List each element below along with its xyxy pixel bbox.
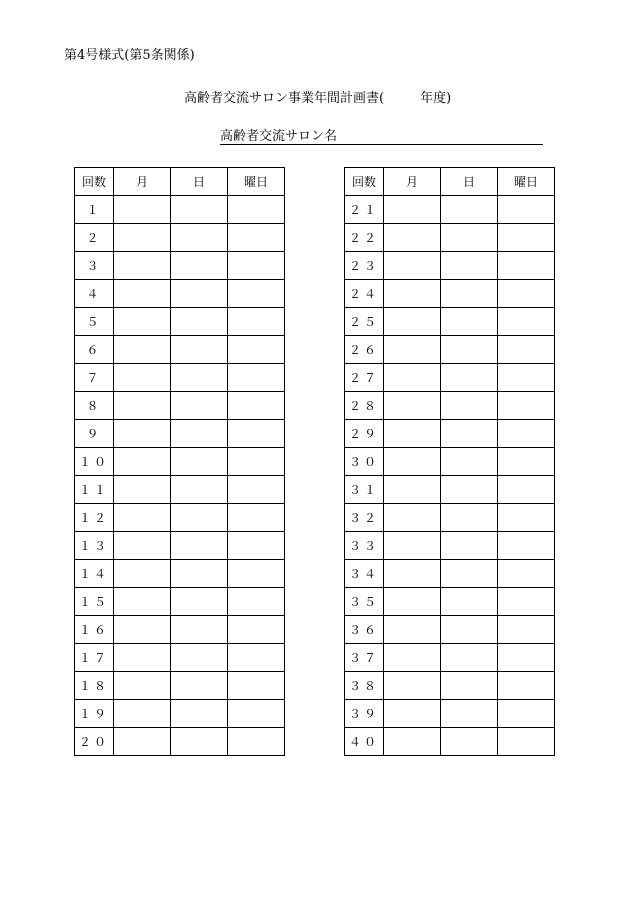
day-cell[interactable]	[171, 224, 228, 252]
table-row	[75, 364, 285, 392]
schedule-body-right	[345, 196, 555, 756]
day-cell[interactable]	[441, 644, 498, 672]
weekday-cell[interactable]	[498, 476, 555, 504]
weekday-cell[interactable]	[228, 196, 285, 224]
header-count: 回数	[75, 168, 114, 196]
month-cell[interactable]	[114, 392, 171, 420]
month-cell[interactable]	[384, 728, 441, 756]
count-cell: １８	[75, 672, 114, 700]
month-cell[interactable]	[384, 616, 441, 644]
month-cell[interactable]	[114, 672, 171, 700]
day-cell[interactable]	[441, 224, 498, 252]
document-title	[184, 91, 451, 107]
table-row	[345, 392, 555, 420]
day-cell[interactable]	[171, 420, 228, 448]
count-cell: ９	[75, 420, 114, 448]
count-cell: ２４	[345, 280, 384, 308]
count-cell: １９	[75, 700, 114, 728]
day-cell[interactable]	[171, 616, 228, 644]
weekday-cell[interactable]	[498, 336, 555, 364]
header-count: 回数	[345, 168, 384, 196]
month-cell[interactable]	[384, 336, 441, 364]
table-row	[345, 196, 555, 224]
month-cell[interactable]	[384, 588, 441, 616]
header-month: 月	[114, 168, 171, 196]
table-row	[75, 392, 285, 420]
count-cell: ３６	[345, 616, 384, 644]
month-cell[interactable]	[114, 504, 171, 532]
weekday-cell[interactable]	[498, 616, 555, 644]
count-cell: ２	[75, 224, 114, 252]
month-cell[interactable]	[114, 616, 171, 644]
table-row	[75, 420, 285, 448]
table-row	[345, 224, 555, 252]
weekday-cell[interactable]	[498, 196, 555, 224]
weekday-cell[interactable]	[228, 616, 285, 644]
count-cell: ３２	[345, 504, 384, 532]
month-cell[interactable]	[114, 336, 171, 364]
table-row	[345, 364, 555, 392]
table-row	[75, 448, 285, 476]
month-cell[interactable]	[384, 504, 441, 532]
month-cell[interactable]	[114, 448, 171, 476]
count-cell: ５	[75, 308, 114, 336]
count-cell: ４０	[345, 728, 384, 756]
day-cell[interactable]	[171, 672, 228, 700]
count-cell: ８	[75, 392, 114, 420]
header-weekday: 曜日	[498, 168, 555, 196]
month-cell[interactable]	[114, 728, 171, 756]
count-cell: ２５	[345, 308, 384, 336]
count-cell: １５	[75, 588, 114, 616]
day-cell[interactable]	[171, 504, 228, 532]
day-cell[interactable]	[441, 728, 498, 756]
count-cell: ４	[75, 280, 114, 308]
weekday-cell[interactable]	[498, 308, 555, 336]
day-cell[interactable]	[441, 672, 498, 700]
weekday-cell[interactable]	[228, 420, 285, 448]
weekday-cell[interactable]	[498, 560, 555, 588]
salon-name-field[interactable]	[220, 130, 543, 145]
count-cell: ２９	[345, 420, 384, 448]
weekday-cell[interactable]	[228, 476, 285, 504]
table-row	[345, 588, 555, 616]
day-cell[interactable]	[441, 364, 498, 392]
weekday-cell[interactable]	[228, 336, 285, 364]
count-cell: ２８	[345, 392, 384, 420]
count-cell: ２１	[345, 196, 384, 224]
count-cell: ３０	[345, 448, 384, 476]
weekday-cell[interactable]	[498, 588, 555, 616]
month-cell[interactable]	[384, 700, 441, 728]
day-cell[interactable]	[171, 700, 228, 728]
day-cell[interactable]	[441, 448, 498, 476]
table-row	[345, 700, 555, 728]
table-row	[75, 616, 285, 644]
day-cell[interactable]	[171, 280, 228, 308]
weekday-cell[interactable]	[228, 644, 285, 672]
weekday-cell[interactable]	[498, 728, 555, 756]
form-number: 第4号様式(第5条関係)	[64, 48, 195, 63]
weekday-cell[interactable]	[228, 532, 285, 560]
month-cell[interactable]	[114, 308, 171, 336]
month-cell[interactable]	[384, 392, 441, 420]
weekday-cell[interactable]	[498, 532, 555, 560]
day-cell[interactable]	[441, 420, 498, 448]
day-cell[interactable]	[441, 504, 498, 532]
day-cell[interactable]	[441, 308, 498, 336]
month-cell[interactable]	[384, 196, 441, 224]
day-cell[interactable]	[171, 196, 228, 224]
table-row	[345, 336, 555, 364]
weekday-cell[interactable]	[228, 700, 285, 728]
title-prefix: 高齢者交流サロン事業年間計画書(	[184, 91, 385, 106]
header-day: 日	[441, 168, 498, 196]
month-cell[interactable]	[114, 476, 171, 504]
count-cell: １２	[75, 504, 114, 532]
table-row	[345, 420, 555, 448]
weekday-cell[interactable]	[498, 644, 555, 672]
count-cell: １０	[75, 448, 114, 476]
weekday-cell[interactable]	[228, 504, 285, 532]
schedule-table-right	[344, 167, 555, 756]
month-cell[interactable]	[384, 420, 441, 448]
day-cell[interactable]	[171, 308, 228, 336]
count-cell: ２６	[345, 336, 384, 364]
month-cell[interactable]	[114, 280, 171, 308]
table-row	[345, 476, 555, 504]
table-row	[345, 728, 555, 756]
weekday-cell[interactable]	[228, 448, 285, 476]
day-cell[interactable]	[441, 560, 498, 588]
month-cell[interactable]	[384, 532, 441, 560]
weekday-cell[interactable]	[228, 224, 285, 252]
month-cell[interactable]	[384, 224, 441, 252]
table-row	[75, 224, 285, 252]
weekday-cell[interactable]	[498, 504, 555, 532]
count-cell: ３７	[345, 644, 384, 672]
weekday-cell[interactable]	[228, 364, 285, 392]
day-cell[interactable]	[171, 588, 228, 616]
table-row	[345, 252, 555, 280]
table-row	[75, 504, 285, 532]
day-cell[interactable]	[171, 476, 228, 504]
month-cell[interactable]	[384, 476, 441, 504]
weekday-cell[interactable]	[498, 364, 555, 392]
month-cell[interactable]	[384, 448, 441, 476]
schedule-table-left	[74, 167, 285, 756]
day-cell[interactable]	[441, 252, 498, 280]
day-cell[interactable]	[171, 448, 228, 476]
month-cell[interactable]	[384, 252, 441, 280]
table-row	[345, 560, 555, 588]
weekday-cell[interactable]	[228, 280, 285, 308]
count-cell: １６	[75, 616, 114, 644]
weekday-cell[interactable]	[228, 392, 285, 420]
salon-name-label: 高齢者交流サロン名	[220, 129, 338, 144]
day-cell[interactable]	[441, 476, 498, 504]
table-row	[75, 588, 285, 616]
weekday-cell[interactable]	[498, 252, 555, 280]
weekday-cell[interactable]	[228, 560, 285, 588]
count-cell: １	[75, 196, 114, 224]
table-row	[345, 308, 555, 336]
header-month: 月	[384, 168, 441, 196]
day-cell[interactable]	[441, 336, 498, 364]
month-cell[interactable]	[114, 532, 171, 560]
month-cell[interactable]	[114, 196, 171, 224]
table-row	[345, 504, 555, 532]
count-cell: ３５	[345, 588, 384, 616]
month-cell[interactable]	[384, 644, 441, 672]
day-cell[interactable]	[441, 532, 498, 560]
table-row	[75, 700, 285, 728]
weekday-cell[interactable]	[498, 672, 555, 700]
month-cell[interactable]	[384, 308, 441, 336]
table-row	[75, 560, 285, 588]
table-row	[75, 476, 285, 504]
month-cell[interactable]	[114, 700, 171, 728]
table-row	[345, 280, 555, 308]
month-cell[interactable]	[114, 588, 171, 616]
day-cell[interactable]	[441, 616, 498, 644]
table-row	[345, 448, 555, 476]
month-cell[interactable]	[114, 644, 171, 672]
table-row	[75, 252, 285, 280]
table-row	[75, 532, 285, 560]
table-row	[75, 644, 285, 672]
table-row	[75, 280, 285, 308]
month-cell[interactable]	[384, 280, 441, 308]
day-cell[interactable]	[171, 644, 228, 672]
count-cell: ２０	[75, 728, 114, 756]
count-cell: ３８	[345, 672, 384, 700]
month-cell[interactable]	[384, 364, 441, 392]
weekday-cell[interactable]	[228, 588, 285, 616]
schedule-body-left	[75, 196, 285, 756]
month-cell[interactable]	[384, 672, 441, 700]
month-cell[interactable]	[114, 420, 171, 448]
weekday-cell[interactable]	[498, 700, 555, 728]
weekday-cell[interactable]	[498, 280, 555, 308]
header-row	[345, 168, 555, 196]
day-cell[interactable]	[171, 252, 228, 280]
count-cell: １４	[75, 560, 114, 588]
count-cell: ３１	[345, 476, 384, 504]
table-row	[345, 532, 555, 560]
count-cell: ３３	[345, 532, 384, 560]
day-cell[interactable]	[441, 280, 498, 308]
weekday-cell[interactable]	[498, 448, 555, 476]
weekday-cell[interactable]	[228, 672, 285, 700]
day-cell[interactable]	[441, 700, 498, 728]
count-cell: ７	[75, 364, 114, 392]
day-cell[interactable]	[171, 560, 228, 588]
day-cell[interactable]	[441, 588, 498, 616]
count-cell: １７	[75, 644, 114, 672]
month-cell[interactable]	[114, 252, 171, 280]
count-cell: ２７	[345, 364, 384, 392]
count-cell: ３４	[345, 560, 384, 588]
count-cell: ３	[75, 252, 114, 280]
weekday-cell[interactable]	[228, 728, 285, 756]
count-cell: １１	[75, 476, 114, 504]
table-row	[345, 672, 555, 700]
header-weekday: 曜日	[228, 168, 285, 196]
day-cell[interactable]	[171, 728, 228, 756]
month-cell[interactable]	[114, 224, 171, 252]
day-cell[interactable]	[171, 532, 228, 560]
day-cell[interactable]	[441, 196, 498, 224]
weekday-cell[interactable]	[228, 308, 285, 336]
month-cell[interactable]	[384, 560, 441, 588]
month-cell[interactable]	[114, 364, 171, 392]
weekday-cell[interactable]	[498, 224, 555, 252]
table-row	[75, 672, 285, 700]
table-row	[75, 336, 285, 364]
table-row	[75, 196, 285, 224]
title-suffix: 年度)	[420, 91, 452, 106]
count-cell: ２２	[345, 224, 384, 252]
count-cell: １３	[75, 532, 114, 560]
day-cell[interactable]	[171, 364, 228, 392]
header-row	[75, 168, 285, 196]
count-cell: ３９	[345, 700, 384, 728]
table-row	[345, 644, 555, 672]
day-cell[interactable]	[441, 392, 498, 420]
table-row	[345, 616, 555, 644]
weekday-cell[interactable]	[498, 420, 555, 448]
count-cell: ２３	[345, 252, 384, 280]
day-cell[interactable]	[171, 336, 228, 364]
table-row	[75, 308, 285, 336]
weekday-cell[interactable]	[228, 252, 285, 280]
table-row	[75, 728, 285, 756]
month-cell[interactable]	[114, 560, 171, 588]
day-cell[interactable]	[171, 392, 228, 420]
header-day: 日	[171, 168, 228, 196]
weekday-cell[interactable]	[498, 392, 555, 420]
count-cell: ６	[75, 336, 114, 364]
